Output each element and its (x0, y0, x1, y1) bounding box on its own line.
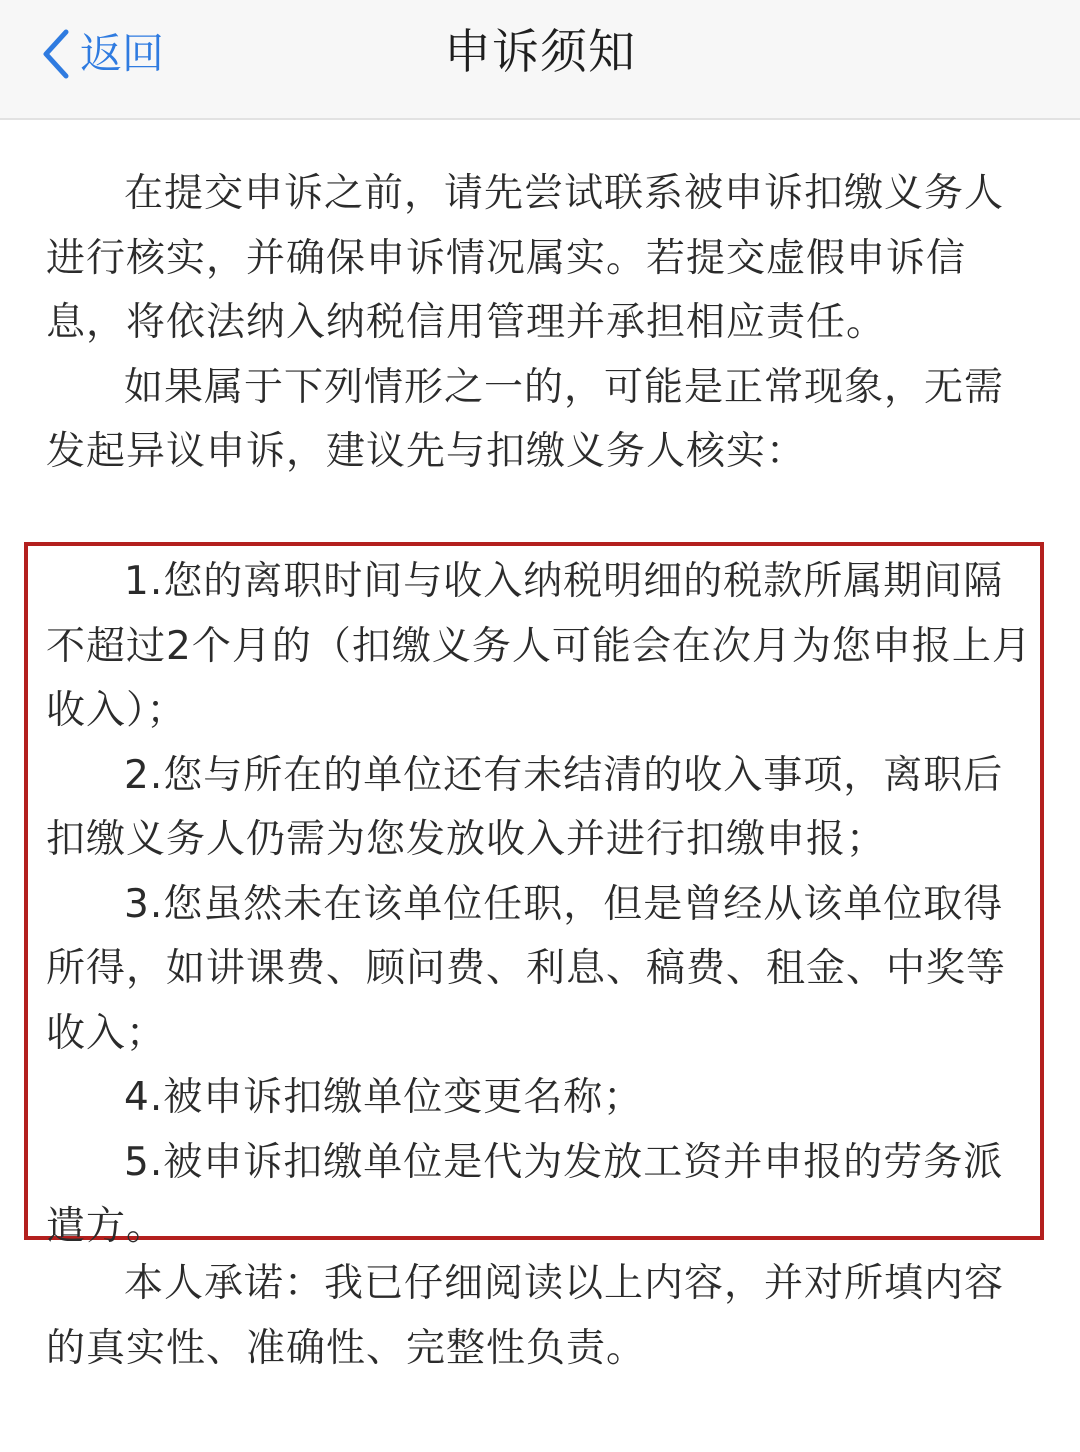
list-item: 3.您虽然未在该单位任职，但是曾经从该单位取得所得，如讲课费、顾问费、利息、稿费、租金、中奖等收入； (46, 881, 1007, 1056)
promise-section (46, 1252, 1006, 1381)
notice-intro-section (46, 162, 1006, 485)
situations-list (46, 550, 1036, 1260)
promise-paragraph: 本人承诺：我已仔细阅读以上内容，并对所填内容的真实性、准确性、完整性负责。 (46, 1261, 1005, 1371)
navigation-bar (0, 0, 1080, 120)
list-item: 2.您与所在的单位还有未结清的收入事项，离职后扣缴义务人仍需为您发放收入并进行扣缴申报； (46, 752, 1004, 862)
page-title: 申诉须知 (444, 25, 636, 80)
list-item: 5.被申诉扣缴单位是代为发放工资并申报的劳务派遣方。 (46, 1139, 1004, 1249)
situations-lead-paragraph: 如果属于下列情形之一的，可能是正常现象，无需发起异议申诉，建议先与扣缴义务人核实： (46, 364, 1005, 474)
list-item: 4.被申诉扣缴单位变更名称； (124, 1075, 644, 1120)
intro-paragraph: 在提交申诉之前，请先尝试联系被申诉扣缴义务人进行核实，并确保申诉情况属实。若提交虚假申诉信息，将依法纳入纳税信用管理并承担相应责任。 (46, 171, 1005, 345)
list-item: 1.您的离职时间与收入纳税明细的税款所属期间隔不超过2个月的（扣缴义务人可能会在次月为您申报上月收入）； (46, 559, 1032, 733)
back-label: 返回 (80, 29, 165, 78)
